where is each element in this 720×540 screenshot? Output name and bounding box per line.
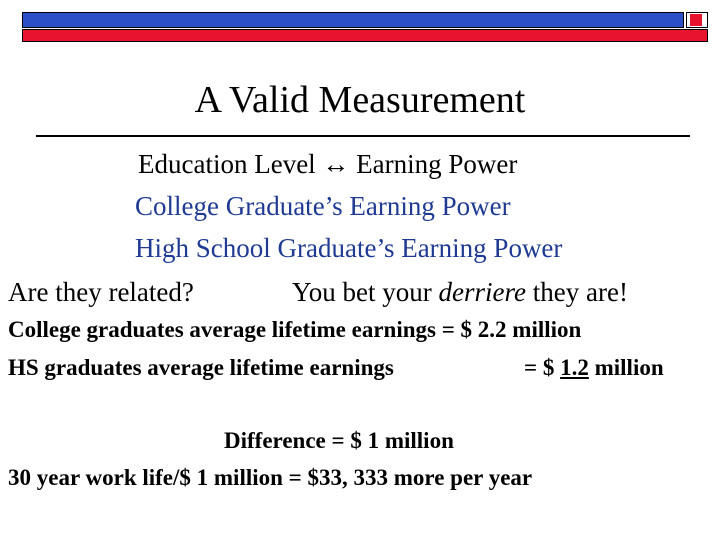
red-bar — [22, 29, 708, 42]
answer-prefix: You bet your — [292, 277, 439, 307]
difference-line: Difference = $ 1 million — [224, 428, 454, 453]
answer-text — [292, 277, 628, 308]
slide-title: A Valid Measurement — [194, 79, 526, 121]
question-text: Are they related? — [8, 277, 194, 307]
hs-value: 1.2 — [560, 355, 589, 380]
college-earnings-line: College graduates average lifetime earnings = $ 2.2 million — [8, 317, 582, 342]
hs-earnings-value — [524, 355, 664, 381]
blue-bar — [22, 12, 684, 28]
decorative-header-bar — [22, 12, 708, 42]
hs-unit: million — [588, 355, 664, 380]
per-year-line: 30 year work life/$ 1 million = $33, 333 more per year — [8, 465, 533, 490]
corner-red-square — [690, 14, 702, 26]
relation-line: Education Level ↔ Earning Power — [138, 149, 518, 179]
answer-suffix: they are! — [526, 277, 628, 307]
hs-earnings-label: HS graduates average lifetime earnings — [8, 355, 394, 380]
college-earning-power: College Graduate’s Earning Power — [135, 191, 511, 221]
title-divider — [36, 135, 690, 137]
answer-italic: derriere — [438, 277, 527, 307]
hs-equals: = $ — [524, 355, 561, 380]
highschool-earning-power: High School Graduate’s Earning Power — [135, 233, 563, 263]
